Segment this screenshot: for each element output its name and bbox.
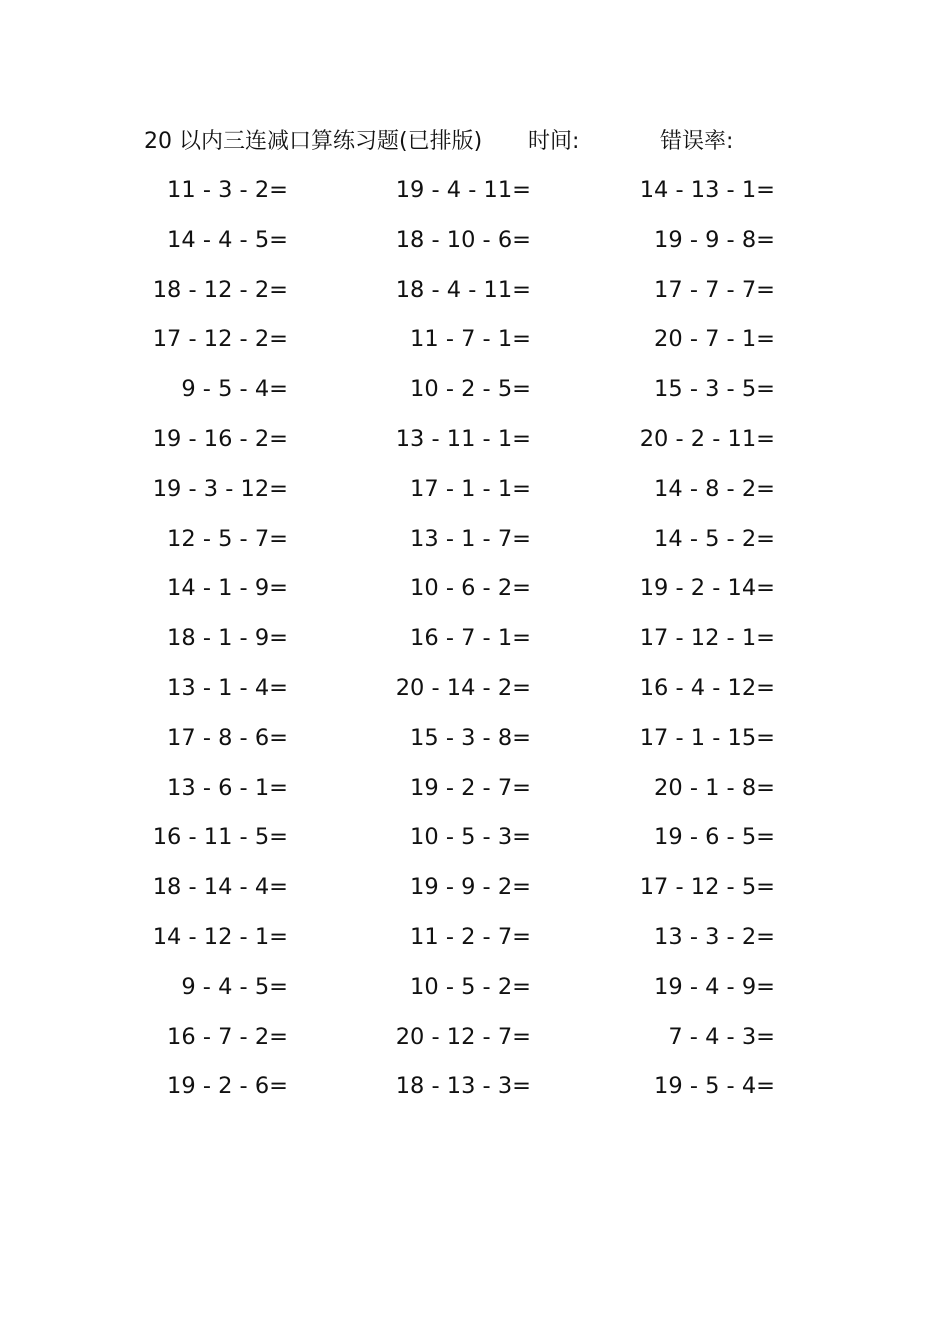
problem-item: 17 - 1 - 1= (410, 475, 531, 502)
problem-item: 15 - 3 - 8= (410, 724, 531, 751)
problem-row (0, 515, 950, 565)
problem-row (0, 1013, 950, 1063)
error-rate-label: 错误率: (660, 129, 734, 154)
problem-row (0, 415, 950, 465)
problem-item: 11 - 7 - 1= (410, 326, 531, 353)
problem-item: 11 - 2 - 7= (410, 923, 531, 950)
problem-row (0, 714, 950, 764)
problem-item: 10 - 5 - 2= (410, 973, 531, 1000)
problem-item: 18 - 1 - 9= (167, 625, 288, 652)
problem-item: 18 - 12 - 2= (152, 276, 288, 303)
problem-row (0, 266, 950, 316)
problem-row (0, 1062, 950, 1112)
problem-item: 17 - 7 - 7= (654, 276, 775, 303)
problem-item: 19 - 2 - 14= (639, 575, 775, 602)
problem-item: 19 - 4 - 9= (654, 973, 775, 1000)
problem-row (0, 863, 950, 913)
problem-item: 19 - 5 - 4= (654, 1073, 775, 1100)
problem-item: 19 - 16 - 2= (152, 425, 288, 452)
problem-item: 19 - 9 - 2= (410, 874, 531, 901)
problem-item: 19 - 2 - 7= (410, 774, 531, 801)
problem-row (0, 614, 950, 664)
problem-item: 19 - 6 - 5= (654, 824, 775, 851)
problem-item: 11 - 3 - 2= (167, 177, 288, 203)
problem-item: 16 - 11 - 5= (152, 824, 288, 851)
problem-item: 17 - 8 - 6= (167, 724, 288, 751)
problem-item: 13 - 3 - 2= (654, 923, 775, 950)
problem-row (0, 764, 950, 814)
problem-item: 18 - 10 - 6= (395, 226, 531, 253)
problem-item: 16 - 4 - 12= (639, 674, 775, 701)
worksheet-header (144, 124, 844, 160)
time-label: 时间: (528, 129, 580, 154)
problem-row (0, 813, 950, 863)
problem-item: 10 - 6 - 2= (410, 575, 531, 602)
problem-item: 19 - 3 - 12= (152, 475, 288, 502)
problem-row (0, 963, 950, 1013)
problem-row (0, 664, 950, 714)
problem-item: 14 - 5 - 2= (654, 525, 775, 552)
problem-item: 13 - 1 - 7= (410, 525, 531, 552)
problem-item: 19 - 9 - 8= (654, 226, 775, 253)
problem-item: 16 - 7 - 2= (167, 1023, 288, 1050)
problem-item: 20 - 2 - 11= (639, 425, 775, 452)
problem-item: 14 - 12 - 1= (152, 923, 288, 950)
problem-row (0, 315, 950, 365)
problem-item: 14 - 8 - 2= (654, 475, 775, 502)
problem-item: 17 - 12 - 2= (152, 326, 288, 353)
problem-item: 18 - 13 - 3= (395, 1073, 531, 1100)
problem-item: 13 - 11 - 1= (395, 425, 531, 452)
problem-item: 18 - 14 - 4= (152, 874, 288, 901)
problem-row (0, 465, 950, 515)
problem-item: 19 - 4 - 11= (395, 177, 531, 203)
problem-item: 18 - 4 - 11= (395, 276, 531, 303)
problem-item: 20 - 14 - 2= (395, 674, 531, 701)
problem-item: 9 - 5 - 4= (181, 376, 288, 403)
problem-row (0, 166, 950, 216)
problem-row (0, 216, 950, 266)
problem-row (0, 564, 950, 614)
problem-item: 14 - 4 - 5= (167, 226, 288, 253)
problem-item: 16 - 7 - 1= (410, 625, 531, 652)
problem-item: 14 - 13 - 1= (639, 177, 775, 203)
problem-item: 7 - 4 - 3= (668, 1023, 775, 1050)
problem-item: 13 - 6 - 1= (167, 774, 288, 801)
problem-item: 20 - 1 - 8= (654, 774, 775, 801)
worksheet-title: 20 以内三连减口算练习题(已排版) (144, 129, 483, 154)
problem-grid (0, 166, 950, 1112)
problem-item: 19 - 2 - 6= (167, 1073, 288, 1100)
problem-item: 17 - 12 - 5= (639, 874, 775, 901)
problem-item: 17 - 1 - 15= (639, 724, 775, 751)
problem-item: 10 - 5 - 3= (410, 824, 531, 851)
problem-item: 14 - 1 - 9= (167, 575, 288, 602)
problem-row (0, 365, 950, 415)
problem-item: 13 - 1 - 4= (167, 674, 288, 701)
problem-item: 20 - 7 - 1= (654, 326, 775, 353)
problem-row (0, 913, 950, 963)
problem-item: 12 - 5 - 7= (167, 525, 288, 552)
problem-item: 20 - 12 - 7= (395, 1023, 531, 1050)
problem-item: 15 - 3 - 5= (654, 376, 775, 403)
problem-item: 17 - 12 - 1= (639, 625, 775, 652)
problem-item: 9 - 4 - 5= (181, 973, 288, 1000)
problem-item: 10 - 2 - 5= (410, 376, 531, 403)
